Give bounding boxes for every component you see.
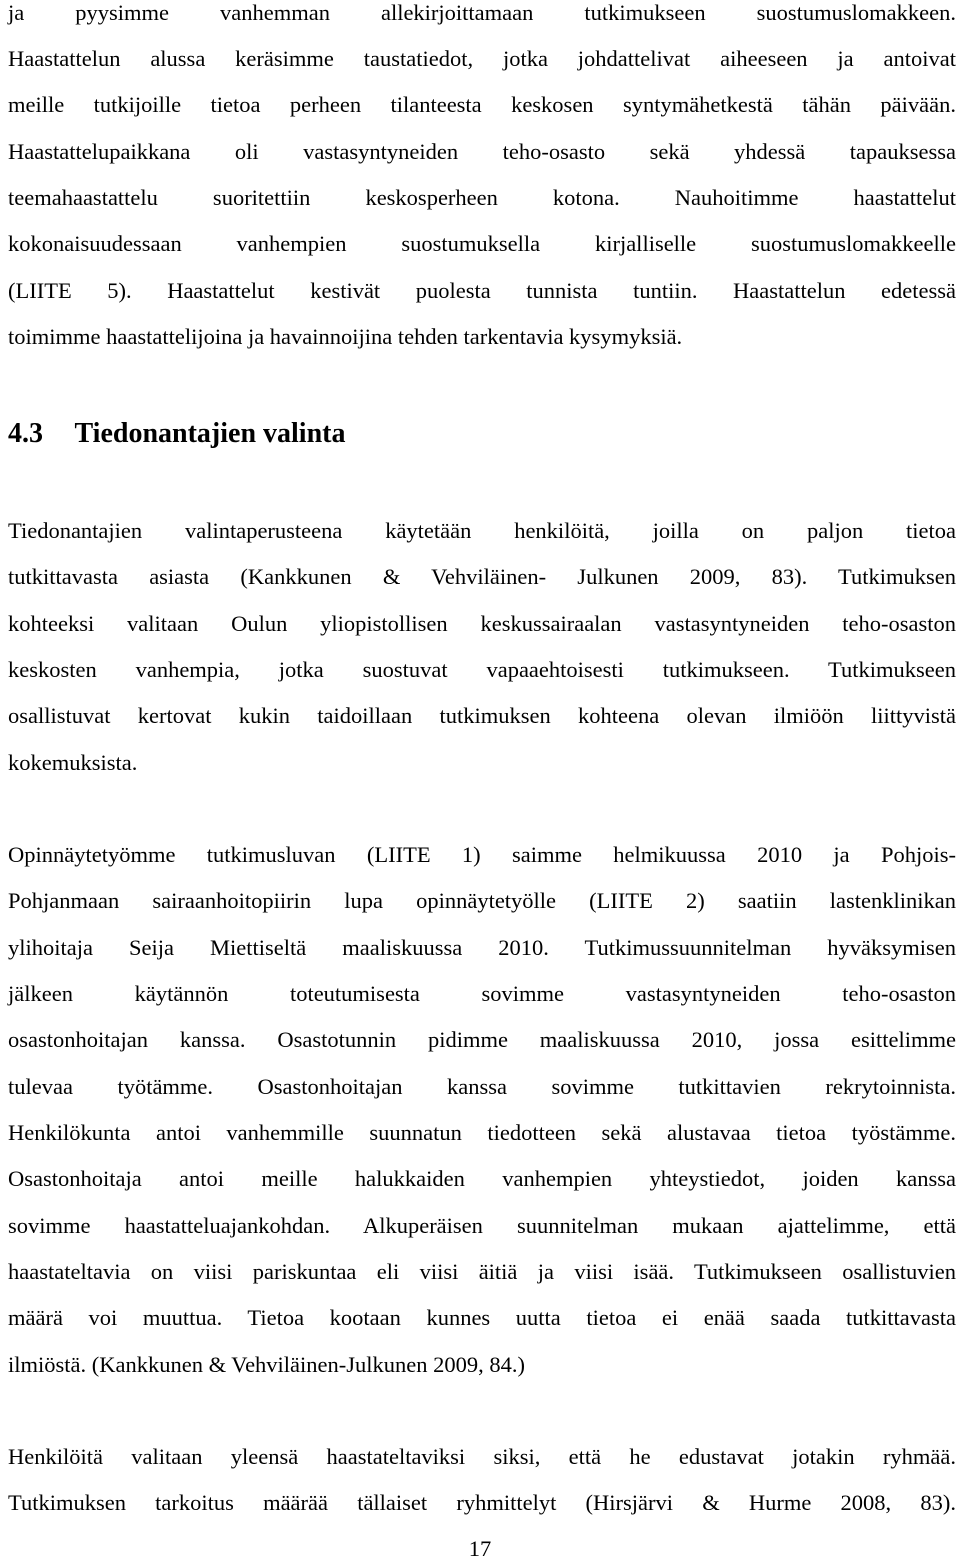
text-line: Haastattelupaikkana oli vastasyntyneiden teho-osasto sekä yhdessä tapauksessa	[8, 139, 956, 164]
text-line: Osastonhoitaja antoi meille halukkaiden vanhempien yhteystiedot, joiden kanssa	[8, 1166, 956, 1191]
text-line: kokonaisuudessaan vanhempien suostumuksella kirjalliselle suostumuslomakkeelle	[8, 231, 956, 256]
text-line: tulevaa työtämme. Osastonhoitajan kanssa sovimme tutkittavien rekrytoinnista.	[8, 1074, 956, 1099]
text-line: toimimme haastattelijoina ja havainnoijina tehden tarkentavia kysymyksiä.	[8, 324, 683, 349]
text-line: osastonhoitajan kanssa. Osastotunnin pidimme maaliskuussa 2010, jossa esittelimme	[8, 1027, 956, 1052]
text-line: keskosten vanhempia, jotka suostuvat vapaaehtoisesti tutkimukseen. Tutkimukseen	[8, 657, 956, 682]
text-line: kohteeksi valitaan Oulun yliopistollisen keskussairaalan vastasyntyneiden teho-osaston	[8, 611, 956, 636]
text-line: (LIITE 5). Haastattelut kestivät puolesta tunnista tuntiin. Haastattelun edetessä	[8, 278, 956, 303]
text-line: haastateltavia on viisi pariskuntaa eli viisi äitiä ja viisi isää. Tutkimukseen osallistuvien	[8, 1259, 956, 1284]
text-line: Henkilökunta antoi vanhemmille suunnatun tiedotteen sekä alustavaa tietoa työstämme.	[8, 1120, 956, 1145]
page-number: 17	[468, 1536, 492, 1561]
text-line: Opinnäytetyömme tutkimusluvan (LIITE 1) saimme helmikuussa 2010 ja Pohjois-	[8, 842, 956, 867]
text-line: määrä voi muuttua. Tietoa kootaan kunnes uutta tietoa ei enää saada tutkittavasta	[8, 1305, 956, 1330]
text-line: kokemuksista.	[8, 750, 138, 775]
text-line: tutkittavasta asiasta (Kankkunen & Vehviläinen- Julkunen 2009, 83). Tutkimuksen	[8, 564, 956, 589]
section-title: Tiedonantajien valinta	[74, 418, 346, 449]
text-line: osallistuvat kertovat kukin taidoillaan tutkimuksen kohteena olevan ilmiöön liittyvistä	[8, 703, 956, 728]
text-line: meille tutkijoille tietoa perheen tilanteesta keskosen syntymähetkestä tähän päivään.	[8, 92, 956, 117]
text-line: ja pyysimme vanhemman allekirjoittamaan tutkimukseen suostumuslomakkeen.	[8, 0, 956, 25]
text-line: Tiedonantajien valintaperusteena käytetään henkilöitä, joilla on paljon tietoa	[8, 518, 956, 543]
section-number: 4.3	[8, 418, 43, 449]
text-line: sovimme haastatteluajankohdan. Alkuperäisen suunnitelman mukaan ajattelimme, että	[8, 1213, 956, 1238]
text-line: Pohjanmaan sairaanhoitopiirin lupa opinnäytetyölle (LIITE 2) saatiin lastenklinikan	[8, 888, 956, 913]
text-line: teemahaastattelu suoritettiin keskosperheen kotona. Nauhoitimme haastattelut	[8, 185, 956, 210]
text-line: Henkilöitä valitaan yleensä haastateltaviksi siksi, että he edustavat jotakin ryhmää.	[8, 1444, 956, 1469]
section-heading	[8, 418, 345, 450]
text-line: Tutkimuksen tarkoitus määrää tällaiset ryhmittelyt (Hirsjärvi & Hurme 2008, 83).	[8, 1490, 956, 1515]
text-line: ilmiöstä. (Kankkunen & Vehviläinen-Julkunen 2009, 84.)	[8, 1352, 526, 1377]
text-line: ylihoitaja Seija Miettiseltä maaliskuussa 2010. Tutkimussuunnitelman hyväksymisen	[8, 935, 956, 960]
text-line: jälkeen käytännön toteutumisesta sovimme vastasyntyneiden teho-osaston	[8, 981, 956, 1006]
text-line: Haastattelun alussa keräsimme taustatiedot, jotka johdattelivat aiheeseen ja antoivat	[8, 46, 956, 71]
